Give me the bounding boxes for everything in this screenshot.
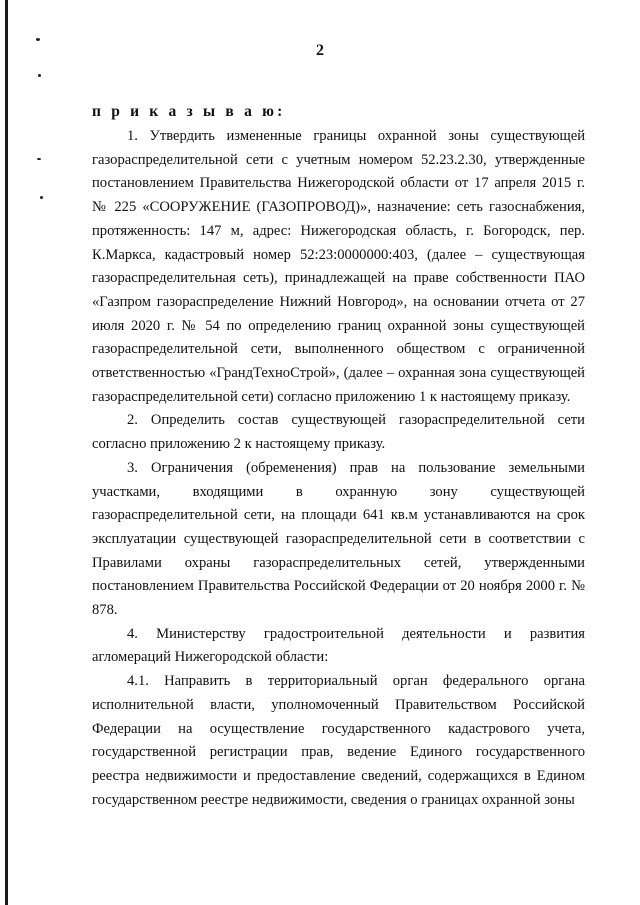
paragraph-4: 4. Министерству градостроительной деятельности и развития агломераций Нижегородской области: [92, 625, 585, 666]
scan-speck [40, 196, 43, 199]
scan-speck [38, 74, 41, 77]
paragraph-1: 1. Утвердить измененные границы охранной зоны существующей газораспределительной сети с учетным номером 52.23.2.30, утвержденные постановлением Правительства Нижегородской области от 17 апреля 2015 г. № 225 «СООРУЖЕНИЕ (ГАЗОПРОВОД)», назначение: сеть газоснабжения, протяженность: 147 м, адрес: Нижегородская область, г. Богородск, пер. К.Маркса, кадастровый номер 52:23:0000000:403, (далее – существующая газораспределительная сеть), принадлежащей на праве собственности ПАО «Газпром газораспределение Нижний Новгород», на основании отчета от 27 июля 2020 г. № 54 по определению границ охранной зоны существующей газораспределительной сети, выполненного обществом с ограниченной ответственностью «ГрандТехноСтрой», (далее – охранная зона существующей газораспределительной сети) согласно приложению 1 к настоящему приказу. [92, 128, 585, 405]
scan-edge-shadow [5, 0, 8, 905]
document-body [92, 125, 585, 812]
decree-heading: п р и к а з ы в а ю: [92, 103, 286, 120]
page-number: 2 [316, 42, 324, 59]
scan-speck [36, 38, 40, 41]
paragraph-2: 2. Определить состав существующей газораспределительной сети согласно приложению 2 к настоящему приказу. [92, 412, 585, 453]
scan-speck [37, 158, 41, 160]
paragraph-3: 3. Ограничения (обременения) прав на пользование земельными участками, входящими в охранную зону существующей газораспределительной сети, на площади 641 кв.м устанавливаются на срок эксплуатации существующей газораспределительной сети в соответствии с Правилами охраны газораспределительных сетей, утвержденными постановлением Правительства Российской Федерации от 20 ноября 2000 г. № 878. [92, 459, 585, 619]
paragraph-4-1: 4.1. Направить в территориальный орган федерального органа исполнительной власти, уполномоченный Правительством Российской Федерации на осуществление государственного кадастрового учета, государственной регистрации прав, ведение Единого государственного реестра недвижимости и предоставление сведений, содержащихся в Едином государственном реестре недвижимости, сведения о границах охранной зоны [92, 673, 585, 808]
